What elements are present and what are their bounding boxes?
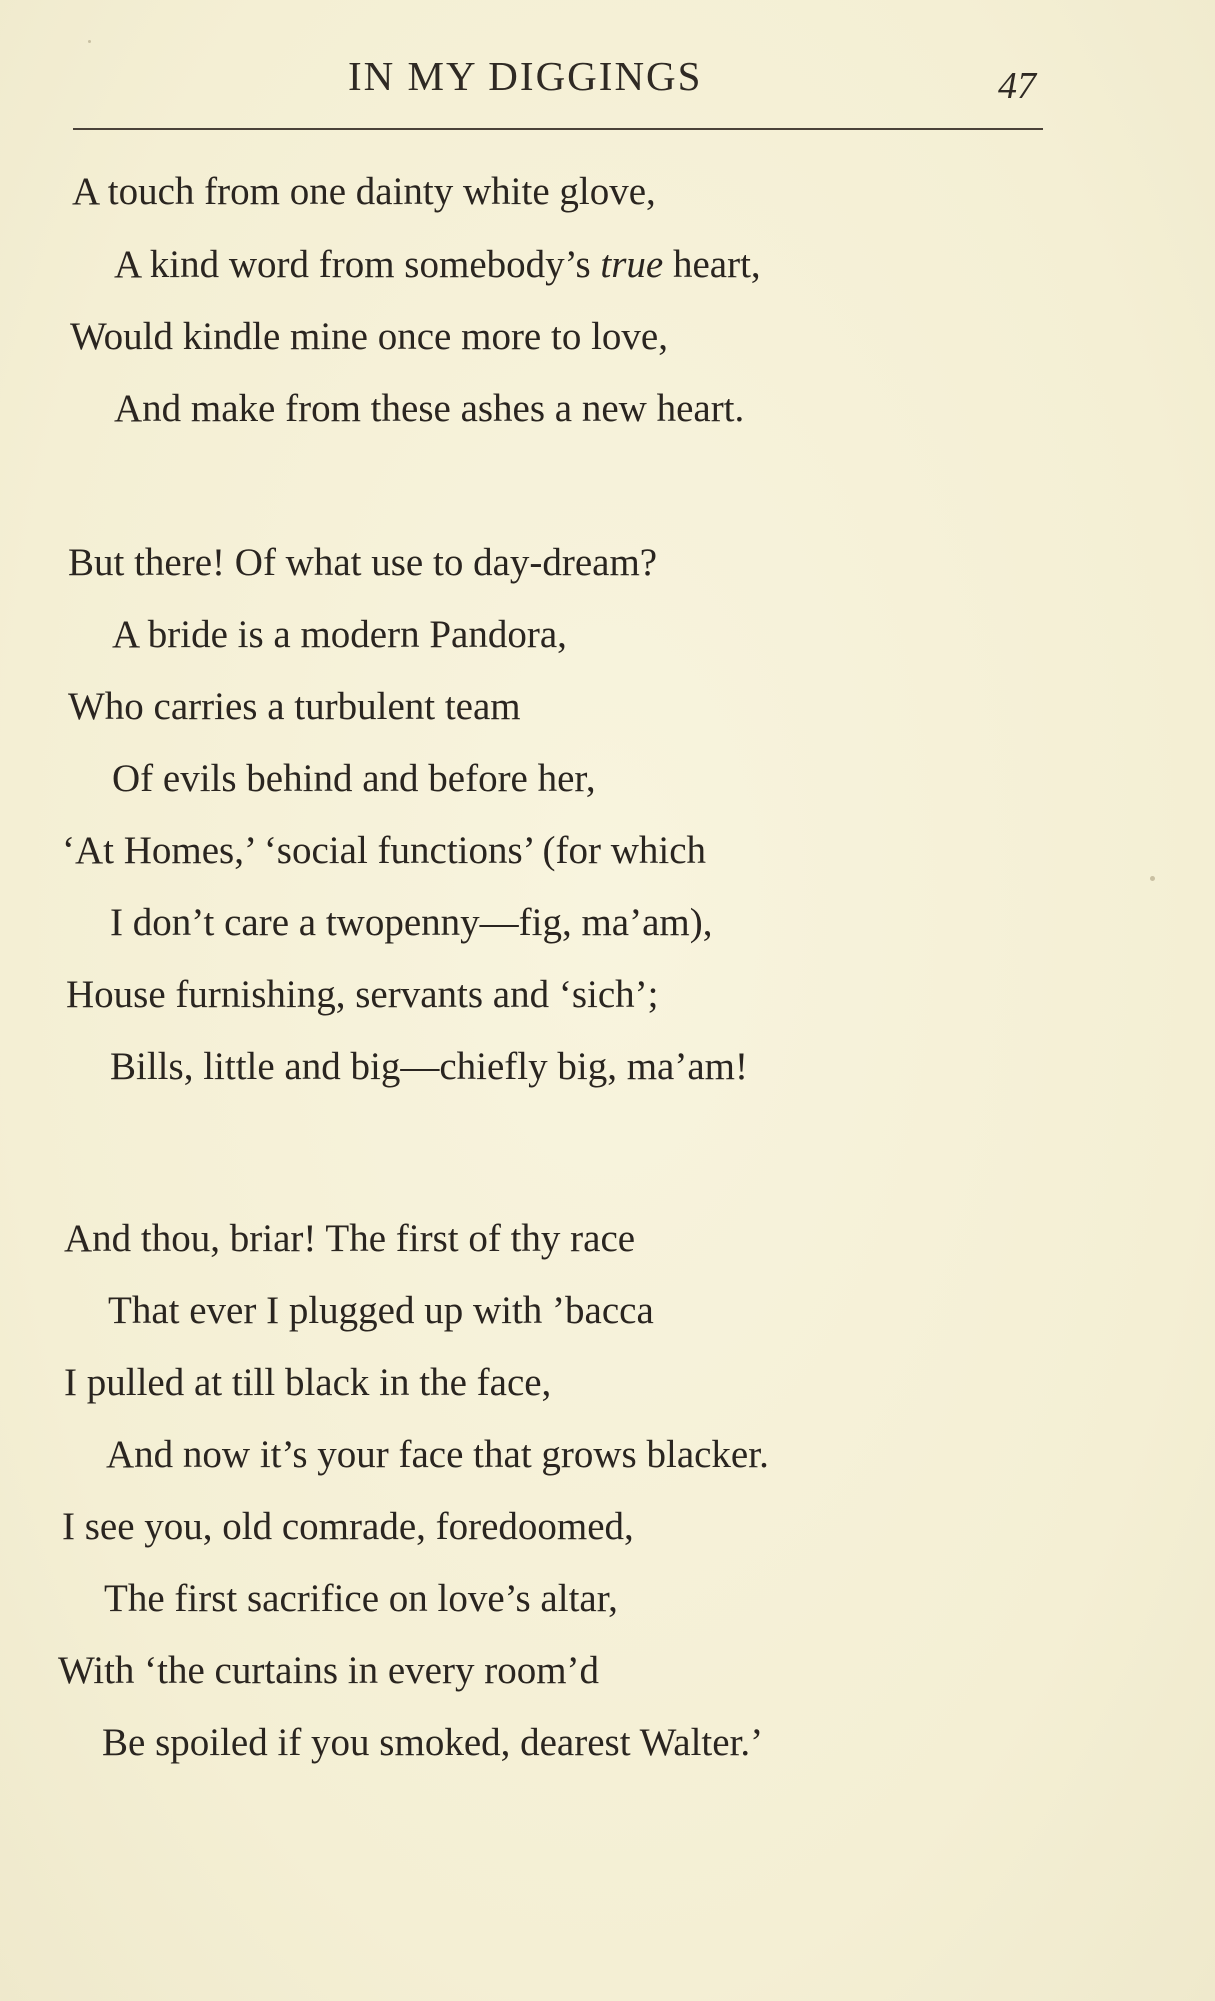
poem-line: The first sacrifice on love’s altar, xyxy=(104,1577,618,1620)
paper-speck xyxy=(1150,876,1155,881)
running-head xyxy=(0,52,1215,112)
poem-line: Be spoiled if you smoked, dearest Walter.’ xyxy=(102,1721,764,1764)
poem-line: I pulled at till black in the face, xyxy=(64,1361,552,1404)
poem-line: Would kindle mine once more to love, xyxy=(70,315,668,358)
poem-line: A bride is a modern Pandora, xyxy=(112,613,567,656)
poem-line: And now it’s your face that grows blacker. xyxy=(106,1433,769,1476)
header-rule xyxy=(73,128,1043,130)
poem-line-part: heart, xyxy=(663,243,761,286)
poem-line: That ever I plugged up with ’bacca xyxy=(108,1289,654,1332)
poem-line xyxy=(114,245,761,284)
poem-line: Of evils behind and before her, xyxy=(112,757,596,800)
poem-line: Who carries a turbulent team xyxy=(68,685,521,728)
poem-line: I don’t care a twopenny—fig, ma’am), xyxy=(110,901,713,944)
poem-line: With ‘the curtains in every room’d xyxy=(58,1649,600,1692)
poem-line: ‘At Homes,’ ‘social functions’ (for which xyxy=(62,829,707,872)
poem-line-part: A kind word from somebody’s xyxy=(114,243,601,286)
poem-line: And thou, briar! The first of thy race xyxy=(64,1217,636,1260)
page-number: 47 xyxy=(998,65,1036,107)
emphasized-word: true xyxy=(600,243,664,286)
running-title: IN MY DIGGINGS xyxy=(348,53,703,99)
poem-line: A touch from one dainty white glove, xyxy=(72,170,656,213)
poem-line: But there! Of what use to day-dream? xyxy=(68,541,658,584)
poem-line: And make from these ashes a new heart. xyxy=(114,387,745,430)
paper-speck xyxy=(88,40,91,43)
poem-line: I see you, old comrade, foredoomed, xyxy=(62,1505,634,1548)
poem-line: House furnishing, servants and ‘sich’; xyxy=(66,973,659,1016)
poem-line: Bills, little and big—chiefly big, ma’am! xyxy=(110,1045,748,1088)
